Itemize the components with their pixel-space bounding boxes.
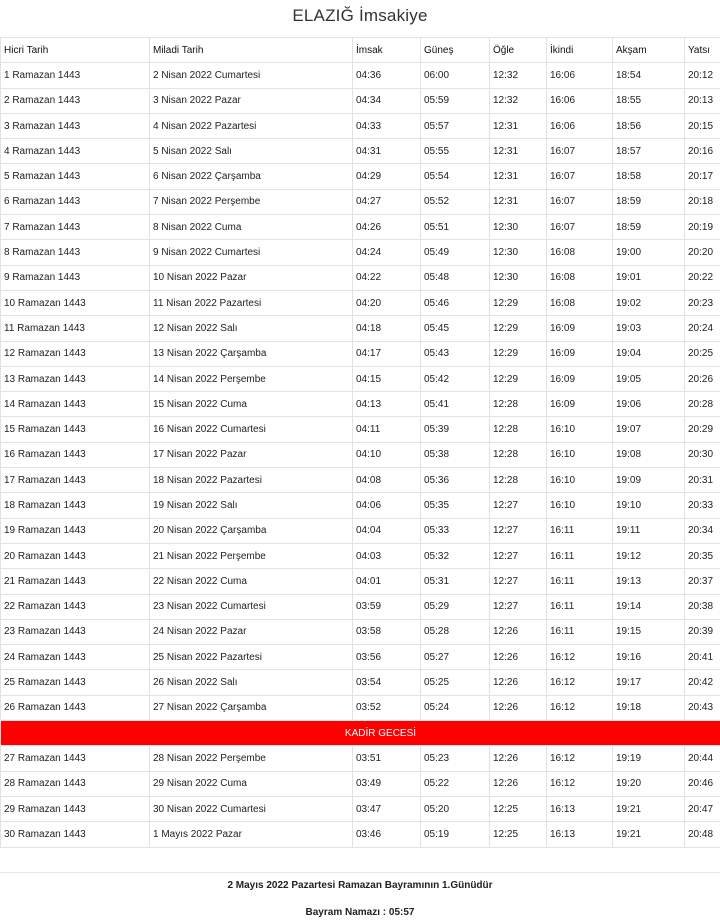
miladi-tarih-cell: 1 Mayıs 2022 Pazar (150, 822, 353, 847)
yatsi-cell: 20:35 (685, 543, 720, 568)
yatsi-cell: 20:47 (685, 796, 720, 821)
yatsi-cell: 20:39 (685, 619, 720, 644)
aksam-cell: 19:12 (613, 543, 685, 568)
hicri-tarih-cell: 27 Ramazan 1443 (1, 746, 150, 771)
miladi-tarih-cell: 17 Nisan 2022 Pazar (150, 442, 353, 467)
yatsi-cell: 20:28 (685, 392, 720, 417)
bayram-notice: 2 Mayıs 2022 Pazartesi Ramazan Bayramının 1.Günüdür (227, 880, 493, 891)
yatsi-cell: 20:26 (685, 366, 720, 391)
table-row (1, 771, 720, 796)
aksam-cell: 19:19 (613, 746, 685, 771)
yatsi-cell: 20:29 (685, 417, 720, 442)
aksam-cell: 18:56 (613, 113, 685, 138)
hicri-tarih-cell: 14 Ramazan 1443 (1, 392, 150, 417)
ogle-cell: 12:26 (490, 695, 547, 720)
miladi-tarih-cell: 18 Nisan 2022 Pazartesi (150, 468, 353, 493)
hicri-tarih-cell: 3 Ramazan 1443 (1, 113, 150, 138)
kadir-gecesi-label: KADİR GECESİ (1, 721, 720, 746)
table-row (1, 189, 720, 214)
table-row (1, 543, 720, 568)
ogle-cell: 12:26 (490, 670, 547, 695)
miladi-tarih-cell: 26 Nisan 2022 Salı (150, 670, 353, 695)
table-row (1, 316, 720, 341)
ogle-cell: 12:30 (490, 215, 547, 240)
ogle-cell: 12:27 (490, 518, 547, 543)
column-header-ogle: Öğle (490, 38, 547, 63)
yatsi-cell: 20:42 (685, 670, 720, 695)
kadir-gecesi-row (1, 721, 720, 746)
aksam-cell: 19:04 (613, 341, 685, 366)
ogle-cell: 12:30 (490, 265, 547, 290)
ogle-cell: 12:28 (490, 417, 547, 442)
aksam-cell: 18:58 (613, 164, 685, 189)
yatsi-cell: 20:41 (685, 645, 720, 670)
gunes-cell: 05:25 (421, 670, 490, 695)
gunes-cell: 05:43 (421, 341, 490, 366)
imsak-cell: 04:04 (353, 518, 421, 543)
ikindi-cell: 16:12 (547, 746, 613, 771)
aksam-cell: 19:03 (613, 316, 685, 341)
ikindi-cell: 16:10 (547, 442, 613, 467)
table-row (1, 366, 720, 391)
imsak-cell: 04:15 (353, 366, 421, 391)
hicri-tarih-cell: 26 Ramazan 1443 (1, 695, 150, 720)
ogle-cell: 12:29 (490, 341, 547, 366)
ikindi-cell: 16:06 (547, 113, 613, 138)
gunes-cell: 05:52 (421, 189, 490, 214)
ikindi-cell: 16:10 (547, 468, 613, 493)
column-header-hicri-tarih: Hicri Tarih (1, 38, 150, 63)
table-header-row (1, 38, 720, 63)
aksam-cell: 19:07 (613, 417, 685, 442)
table-row (1, 392, 720, 417)
imsak-cell: 03:58 (353, 619, 421, 644)
aksam-cell: 19:13 (613, 569, 685, 594)
miladi-tarih-cell: 14 Nisan 2022 Perşembe (150, 366, 353, 391)
miladi-tarih-cell: 10 Nisan 2022 Pazar (150, 265, 353, 290)
ogle-cell: 12:25 (490, 796, 547, 821)
aksam-cell: 18:55 (613, 88, 685, 113)
ogle-cell: 12:26 (490, 746, 547, 771)
yatsi-cell: 20:24 (685, 316, 720, 341)
table-row (1, 139, 720, 164)
yatsi-cell: 20:23 (685, 290, 720, 315)
ikindi-cell: 16:09 (547, 316, 613, 341)
hicri-tarih-cell: 15 Ramazan 1443 (1, 417, 150, 442)
ogle-cell: 12:31 (490, 139, 547, 164)
aksam-cell: 19:02 (613, 290, 685, 315)
miladi-tarih-cell: 27 Nisan 2022 Çarşamba (150, 695, 353, 720)
hicri-tarih-cell: 2 Ramazan 1443 (1, 88, 150, 113)
aksam-cell: 19:17 (613, 670, 685, 695)
yatsi-cell: 20:22 (685, 265, 720, 290)
table-row (1, 746, 720, 771)
ogle-cell: 12:29 (490, 366, 547, 391)
imsak-cell: 04:06 (353, 493, 421, 518)
hicri-tarih-cell: 10 Ramazan 1443 (1, 290, 150, 315)
gunes-cell: 05:51 (421, 215, 490, 240)
yatsi-cell: 20:44 (685, 746, 720, 771)
gunes-cell: 05:46 (421, 290, 490, 315)
aksam-cell: 19:15 (613, 619, 685, 644)
yatsi-cell: 20:37 (685, 569, 720, 594)
table-row (1, 619, 720, 644)
ikindi-cell: 16:12 (547, 771, 613, 796)
ikindi-cell: 16:12 (547, 670, 613, 695)
hicri-tarih-cell: 5 Ramazan 1443 (1, 164, 150, 189)
aksam-cell: 18:59 (613, 215, 685, 240)
miladi-tarih-cell: 9 Nisan 2022 Cumartesi (150, 240, 353, 265)
table-row (1, 822, 720, 847)
ikindi-cell: 16:09 (547, 366, 613, 391)
yatsi-cell: 20:19 (685, 215, 720, 240)
ikindi-cell: 16:12 (547, 645, 613, 670)
hicri-tarih-cell: 23 Ramazan 1443 (1, 619, 150, 644)
yatsi-cell: 20:25 (685, 341, 720, 366)
aksam-cell: 19:14 (613, 594, 685, 619)
bayram-namazi-time: Bayram Namazı : 05:57 (305, 907, 415, 918)
imsak-cell: 03:47 (353, 796, 421, 821)
ogle-cell: 12:27 (490, 569, 547, 594)
aksam-cell: 19:18 (613, 695, 685, 720)
imsak-cell: 04:17 (353, 341, 421, 366)
imsak-cell: 04:10 (353, 442, 421, 467)
ikindi-cell: 16:06 (547, 63, 613, 88)
miladi-tarih-cell: 28 Nisan 2022 Perşembe (150, 746, 353, 771)
ogle-cell: 12:25 (490, 822, 547, 847)
ikindi-cell: 16:09 (547, 341, 613, 366)
page-title: ELAZIĞ İmsakiye (292, 6, 428, 25)
gunes-cell: 05:55 (421, 139, 490, 164)
hicri-tarih-cell: 16 Ramazan 1443 (1, 442, 150, 467)
gunes-cell: 05:27 (421, 645, 490, 670)
gunes-cell: 05:23 (421, 746, 490, 771)
miladi-tarih-cell: 16 Nisan 2022 Cumartesi (150, 417, 353, 442)
column-header-imsak: İmsak (353, 38, 421, 63)
yatsi-cell: 20:16 (685, 139, 720, 164)
aksam-cell: 19:00 (613, 240, 685, 265)
table-row (1, 645, 720, 670)
aksam-cell: 19:08 (613, 442, 685, 467)
hicri-tarih-cell: 30 Ramazan 1443 (1, 822, 150, 847)
ikindi-cell: 16:11 (547, 543, 613, 568)
miladi-tarih-cell: 19 Nisan 2022 Salı (150, 493, 353, 518)
imsak-cell: 03:54 (353, 670, 421, 695)
hicri-tarih-cell: 6 Ramazan 1443 (1, 189, 150, 214)
ogle-cell: 12:30 (490, 240, 547, 265)
yatsi-cell: 20:38 (685, 594, 720, 619)
gunes-cell: 05:36 (421, 468, 490, 493)
ogle-cell: 12:27 (490, 493, 547, 518)
imsak-cell: 03:59 (353, 594, 421, 619)
table-row (1, 290, 720, 315)
aksam-cell: 18:57 (613, 139, 685, 164)
aksam-cell: 19:20 (613, 771, 685, 796)
aksam-cell: 18:54 (613, 63, 685, 88)
gunes-cell: 05:49 (421, 240, 490, 265)
gunes-cell: 05:48 (421, 265, 490, 290)
miladi-tarih-cell: 5 Nisan 2022 Salı (150, 139, 353, 164)
aksam-cell: 19:11 (613, 518, 685, 543)
ikindi-cell: 16:11 (547, 619, 613, 644)
hicri-tarih-cell: 8 Ramazan 1443 (1, 240, 150, 265)
hicri-tarih-cell: 9 Ramazan 1443 (1, 265, 150, 290)
imsak-cell: 03:56 (353, 645, 421, 670)
imsak-cell: 04:18 (353, 316, 421, 341)
imsak-cell: 04:27 (353, 189, 421, 214)
ogle-cell: 12:31 (490, 189, 547, 214)
imsak-cell: 03:52 (353, 695, 421, 720)
table-row (1, 594, 720, 619)
table-row (1, 265, 720, 290)
ogle-cell: 12:31 (490, 164, 547, 189)
miladi-tarih-cell: 23 Nisan 2022 Cumartesi (150, 594, 353, 619)
hicri-tarih-cell: 1 Ramazan 1443 (1, 63, 150, 88)
ogle-cell: 12:28 (490, 468, 547, 493)
ogle-cell: 12:28 (490, 392, 547, 417)
imsak-cell: 04:13 (353, 392, 421, 417)
imsak-cell: 03:49 (353, 771, 421, 796)
imsak-cell: 04:11 (353, 417, 421, 442)
ikindi-cell: 16:11 (547, 594, 613, 619)
imsak-cell: 04:22 (353, 265, 421, 290)
ikindi-cell: 16:08 (547, 265, 613, 290)
yatsi-cell: 20:46 (685, 771, 720, 796)
imsak-cell: 04:24 (353, 240, 421, 265)
ogle-cell: 12:32 (490, 63, 547, 88)
hicri-tarih-cell: 29 Ramazan 1443 (1, 796, 150, 821)
hicri-tarih-cell: 28 Ramazan 1443 (1, 771, 150, 796)
hicri-tarih-cell: 7 Ramazan 1443 (1, 215, 150, 240)
gunes-cell: 05:45 (421, 316, 490, 341)
aksam-cell: 19:21 (613, 822, 685, 847)
hicri-tarih-cell: 17 Ramazan 1443 (1, 468, 150, 493)
miladi-tarih-cell: 30 Nisan 2022 Cumartesi (150, 796, 353, 821)
imsak-cell: 04:29 (353, 164, 421, 189)
miladi-tarih-cell: 20 Nisan 2022 Çarşamba (150, 518, 353, 543)
table-row (1, 518, 720, 543)
ikindi-cell: 16:11 (547, 569, 613, 594)
aksam-cell: 19:21 (613, 796, 685, 821)
gunes-cell: 05:42 (421, 366, 490, 391)
ikindi-cell: 16:12 (547, 695, 613, 720)
table-row (1, 695, 720, 720)
table-row (1, 442, 720, 467)
aksam-cell: 19:09 (613, 468, 685, 493)
footer-divider (0, 872, 720, 873)
miladi-tarih-cell: 3 Nisan 2022 Pazar (150, 88, 353, 113)
aksam-cell: 18:59 (613, 189, 685, 214)
aksam-cell: 19:06 (613, 392, 685, 417)
imsak-cell: 04:26 (353, 215, 421, 240)
column-header-aksam: Akşam (613, 38, 685, 63)
yatsi-cell: 20:48 (685, 822, 720, 847)
miladi-tarih-cell: 12 Nisan 2022 Salı (150, 316, 353, 341)
gunes-cell: 05:28 (421, 619, 490, 644)
yatsi-cell: 20:33 (685, 493, 720, 518)
miladi-tarih-cell: 25 Nisan 2022 Pazartesi (150, 645, 353, 670)
ikindi-cell: 16:07 (547, 139, 613, 164)
gunes-cell: 05:20 (421, 796, 490, 821)
ikindi-cell: 16:06 (547, 88, 613, 113)
yatsi-cell: 20:18 (685, 189, 720, 214)
hicri-tarih-cell: 4 Ramazan 1443 (1, 139, 150, 164)
gunes-cell: 05:32 (421, 543, 490, 568)
yatsi-cell: 20:13 (685, 88, 720, 113)
gunes-cell: 05:19 (421, 822, 490, 847)
miladi-tarih-cell: 2 Nisan 2022 Cumartesi (150, 63, 353, 88)
gunes-cell: 06:00 (421, 63, 490, 88)
ikindi-cell: 16:13 (547, 796, 613, 821)
ogle-cell: 12:26 (490, 771, 547, 796)
ogle-cell: 12:32 (490, 88, 547, 113)
imsak-cell: 04:31 (353, 139, 421, 164)
ikindi-cell: 16:11 (547, 518, 613, 543)
hicri-tarih-cell: 19 Ramazan 1443 (1, 518, 150, 543)
yatsi-cell: 20:17 (685, 164, 720, 189)
ikindi-cell: 16:10 (547, 417, 613, 442)
yatsi-cell: 20:15 (685, 113, 720, 138)
miladi-tarih-cell: 7 Nisan 2022 Perşembe (150, 189, 353, 214)
yatsi-cell: 20:31 (685, 468, 720, 493)
hicri-tarih-cell: 22 Ramazan 1443 (1, 594, 150, 619)
aksam-cell: 19:10 (613, 493, 685, 518)
hicri-tarih-cell: 24 Ramazan 1443 (1, 645, 150, 670)
table-row (1, 113, 720, 138)
yatsi-cell: 20:30 (685, 442, 720, 467)
ikindi-cell: 16:13 (547, 822, 613, 847)
aksam-cell: 19:05 (613, 366, 685, 391)
ogle-cell: 12:29 (490, 290, 547, 315)
gunes-cell: 05:38 (421, 442, 490, 467)
imsak-cell: 04:03 (353, 543, 421, 568)
column-header-gunes: Güneş (421, 38, 490, 63)
gunes-cell: 05:41 (421, 392, 490, 417)
imsak-cell: 04:08 (353, 468, 421, 493)
miladi-tarih-cell: 8 Nisan 2022 Cuma (150, 215, 353, 240)
ogle-cell: 12:27 (490, 594, 547, 619)
miladi-tarih-cell: 29 Nisan 2022 Cuma (150, 771, 353, 796)
yatsi-cell: 20:12 (685, 63, 720, 88)
table-row (1, 215, 720, 240)
ogle-cell: 12:29 (490, 316, 547, 341)
imsak-cell: 03:46 (353, 822, 421, 847)
aksam-cell: 19:01 (613, 265, 685, 290)
ikindi-cell: 16:07 (547, 189, 613, 214)
imsak-cell: 04:20 (353, 290, 421, 315)
table-body (1, 63, 720, 847)
gunes-cell: 05:39 (421, 417, 490, 442)
miladi-tarih-cell: 15 Nisan 2022 Cuma (150, 392, 353, 417)
gunes-cell: 05:59 (421, 88, 490, 113)
gunes-cell: 05:54 (421, 164, 490, 189)
ikindi-cell: 16:10 (547, 493, 613, 518)
table-row (1, 569, 720, 594)
ikindi-cell: 16:09 (547, 392, 613, 417)
ogle-cell: 12:26 (490, 619, 547, 644)
ikindi-cell: 16:08 (547, 290, 613, 315)
imsak-cell: 04:01 (353, 569, 421, 594)
hicri-tarih-cell: 20 Ramazan 1443 (1, 543, 150, 568)
gunes-cell: 05:57 (421, 113, 490, 138)
table-row (1, 468, 720, 493)
table-row (1, 164, 720, 189)
aksam-cell: 19:16 (613, 645, 685, 670)
table-row (1, 341, 720, 366)
table-row (1, 240, 720, 265)
ikindi-cell: 16:08 (547, 240, 613, 265)
hicri-tarih-cell: 13 Ramazan 1443 (1, 366, 150, 391)
hicri-tarih-cell: 21 Ramazan 1443 (1, 569, 150, 594)
miladi-tarih-cell: 21 Nisan 2022 Perşembe (150, 543, 353, 568)
miladi-tarih-cell: 24 Nisan 2022 Pazar (150, 619, 353, 644)
imsak-cell: 04:34 (353, 88, 421, 113)
imsakiye-table (0, 37, 720, 848)
column-header-miladi-tarih: Miladi Tarih (150, 38, 353, 63)
yatsi-cell: 20:43 (685, 695, 720, 720)
gunes-cell: 05:35 (421, 493, 490, 518)
ikindi-cell: 16:07 (547, 164, 613, 189)
ikindi-cell: 16:07 (547, 215, 613, 240)
hicri-tarih-cell: 11 Ramazan 1443 (1, 316, 150, 341)
table-row (1, 670, 720, 695)
miladi-tarih-cell: 22 Nisan 2022 Cuma (150, 569, 353, 594)
hicri-tarih-cell: 18 Ramazan 1443 (1, 493, 150, 518)
miladi-tarih-cell: 6 Nisan 2022 Çarşamba (150, 164, 353, 189)
gunes-cell: 05:22 (421, 771, 490, 796)
table-row (1, 417, 720, 442)
gunes-cell: 05:29 (421, 594, 490, 619)
yatsi-cell: 20:20 (685, 240, 720, 265)
gunes-cell: 05:24 (421, 695, 490, 720)
ogle-cell: 12:31 (490, 113, 547, 138)
table-row (1, 63, 720, 88)
column-header-ikindi: İkindi (547, 38, 613, 63)
hicri-tarih-cell: 25 Ramazan 1443 (1, 670, 150, 695)
imsak-cell: 04:33 (353, 113, 421, 138)
ogle-cell: 12:27 (490, 543, 547, 568)
yatsi-cell: 20:34 (685, 518, 720, 543)
column-header-yatsi: Yatsı (685, 38, 720, 63)
imsak-cell: 03:51 (353, 746, 421, 771)
imsak-cell: 04:36 (353, 63, 421, 88)
hicri-tarih-cell: 12 Ramazan 1443 (1, 341, 150, 366)
gunes-cell: 05:31 (421, 569, 490, 594)
ogle-cell: 12:26 (490, 645, 547, 670)
table-row (1, 493, 720, 518)
ogle-cell: 12:28 (490, 442, 547, 467)
miladi-tarih-cell: 11 Nisan 2022 Pazartesi (150, 290, 353, 315)
table-row (1, 88, 720, 113)
gunes-cell: 05:33 (421, 518, 490, 543)
miladi-tarih-cell: 13 Nisan 2022 Çarşamba (150, 341, 353, 366)
table-row (1, 796, 720, 821)
miladi-tarih-cell: 4 Nisan 2022 Pazartesi (150, 113, 353, 138)
